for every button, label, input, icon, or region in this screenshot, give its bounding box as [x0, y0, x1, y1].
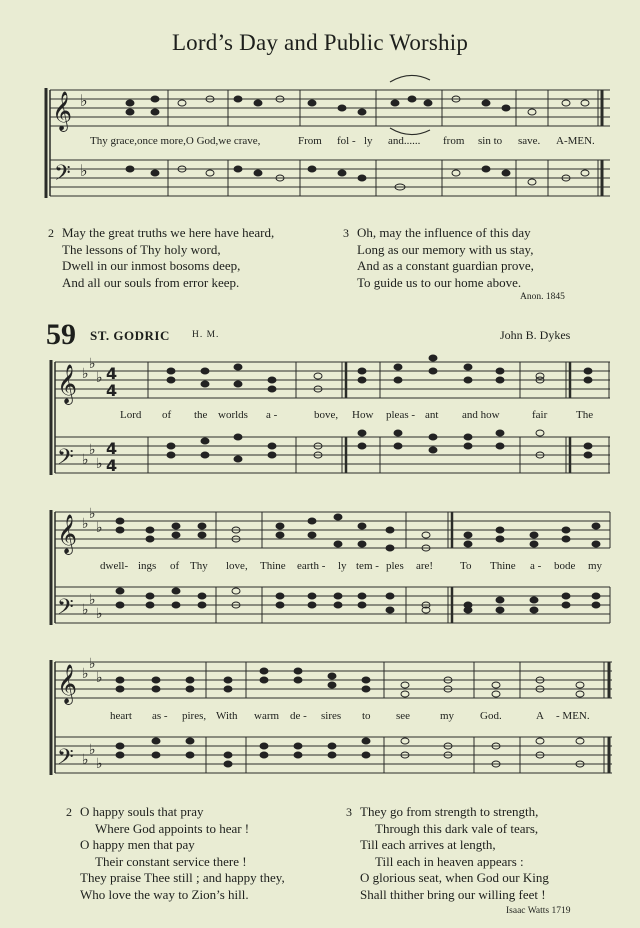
- lyric: a -: [530, 560, 542, 572]
- prev-lyric-9: A-MEN.: [556, 135, 595, 147]
- prev-lyric-7: sin to: [478, 135, 503, 147]
- lyric: ings: [138, 560, 157, 572]
- lyric: How: [352, 409, 374, 421]
- svg-text:𝄞: 𝄞: [57, 664, 78, 704]
- lyric: to: [362, 710, 371, 722]
- svg-text:4: 4: [106, 364, 118, 383]
- lyric: fair: [532, 409, 548, 421]
- svg-text:♭: ♭: [89, 442, 96, 458]
- prev-lyric-3: fol -: [337, 135, 356, 147]
- lyric: With: [216, 710, 238, 722]
- lyric: To: [460, 560, 472, 572]
- lyric: ly: [338, 560, 347, 572]
- lyric: and how: [462, 409, 500, 421]
- lyric: - MEN.: [556, 710, 590, 722]
- prev-lyric-4: ly: [364, 135, 373, 147]
- lyric: ples: [386, 560, 404, 572]
- svg-text:𝄢: 𝄢: [57, 595, 74, 625]
- verse-line: Oh, may the influence of this day: [357, 225, 531, 240]
- lyric: heart: [110, 710, 132, 722]
- svg-text:𝄢: 𝄢: [57, 445, 74, 475]
- svg-text:♭: ♭: [82, 666, 89, 682]
- lyric: see: [396, 710, 411, 722]
- lyric: as -: [152, 710, 168, 722]
- composer: John B. Dykes: [500, 328, 571, 342]
- page-title: Lord’s Day and Public Worship: [171, 30, 469, 55]
- verse-line: Shall thither bring our willing feet !: [360, 886, 546, 902]
- lyric: my: [588, 560, 603, 572]
- svg-text:♭: ♭: [82, 752, 89, 768]
- lyric: of: [170, 560, 180, 572]
- lyric: The: [576, 409, 594, 421]
- verse-line: Their constant service there !: [95, 853, 247, 869]
- prev-lyric-6: from: [443, 135, 465, 147]
- verse-line: O happy souls that pray: [80, 804, 204, 819]
- svg-text:♭: ♭: [89, 656, 96, 672]
- verse-line: And as a constant guardian prove,: [357, 258, 534, 273]
- svg-text:♭: ♭: [96, 370, 103, 386]
- hymn-number: 59: [46, 318, 76, 351]
- lyric: dwell-: [100, 560, 129, 572]
- svg-text:♭: ♭: [82, 602, 89, 618]
- svg-text:♭: ♭: [89, 506, 96, 522]
- lyric: sires: [321, 710, 342, 722]
- svg-text:𝄢: 𝄢: [57, 745, 74, 775]
- svg-text:♭: ♭: [96, 520, 103, 536]
- svg-text:4: 4: [106, 439, 118, 458]
- svg-text:♭: ♭: [96, 756, 103, 772]
- lyric: earth -: [297, 560, 326, 572]
- lyric: bode: [554, 560, 576, 572]
- svg-text:♭: ♭: [96, 670, 103, 686]
- svg-text:4: 4: [106, 381, 118, 400]
- lyric: God.: [480, 710, 502, 722]
- verse-line: They go from strength to strength,: [360, 804, 539, 819]
- lyric: Thine: [490, 560, 516, 572]
- attribution: Isaac Watts 1719: [506, 906, 571, 916]
- svg-text:𝄢: 𝄢: [54, 161, 71, 191]
- lyric: love,: [226, 560, 248, 572]
- svg-text:♭: ♭: [96, 456, 103, 472]
- lyric: of: [162, 409, 172, 421]
- lyric: bove,: [314, 409, 339, 421]
- svg-text:♭: ♭: [82, 452, 89, 468]
- verse-line: Long as our memory with us stay,: [357, 241, 534, 257]
- verse-line: Where God appoints to hear !: [95, 820, 250, 836]
- svg-text:𝄞: 𝄞: [57, 514, 78, 554]
- verse-line: The lessons of Thy holy word,: [62, 241, 221, 257]
- verse-number: 2: [66, 805, 72, 819]
- lyric: pleas -: [386, 409, 416, 421]
- svg-text:♭: ♭: [96, 606, 103, 622]
- prev-lyric-8: save.: [518, 135, 541, 147]
- prev-lyric-1: Thy grace,once more,O God,we crave,: [90, 135, 261, 147]
- svg-text:𝄞: 𝄞: [52, 91, 73, 131]
- meter: H. M.: [192, 330, 220, 340]
- verse-line: Dwell in our inmost bosoms deep,: [62, 258, 241, 273]
- prev-attribution: Anon. 1845: [520, 292, 565, 302]
- tune-name: ST. GODRIC: [90, 328, 170, 343]
- lyric: warm: [254, 710, 280, 722]
- svg-text:♭: ♭: [80, 93, 88, 110]
- verse-line: And all our souls from error keep.: [62, 274, 240, 290]
- svg-text:♭: ♭: [82, 516, 89, 532]
- prev-lyric-2: From: [298, 135, 322, 147]
- svg-text:𝄞: 𝄞: [57, 364, 78, 404]
- prev-lyric-5: and......: [388, 135, 421, 147]
- svg-text:♭: ♭: [82, 366, 89, 382]
- lyric: pires,: [182, 710, 207, 722]
- verse-line: May the great truths we here have heard,: [62, 225, 275, 240]
- svg-text:♭: ♭: [89, 356, 96, 372]
- lyric: de -: [290, 710, 307, 722]
- lyric: the: [194, 409, 208, 421]
- verse-number: 3: [343, 226, 349, 240]
- verse-line: Through this dark vale of tears,: [375, 820, 539, 836]
- svg-text:♭: ♭: [80, 163, 88, 180]
- verse-line: To guide us to our home above.: [357, 274, 522, 290]
- verse-number: 3: [346, 805, 352, 819]
- verse-line: O glorious seat, when God our King: [360, 870, 549, 885]
- verse-line: Till each arrives at length,: [360, 837, 496, 852]
- verse-line: They praise Thee still ; and happy they,: [80, 870, 285, 885]
- verse-line: Who love the way to Zion’s hill.: [80, 886, 249, 902]
- lyric: worlds: [218, 409, 248, 421]
- lyric: Thy: [190, 560, 208, 572]
- lyric: Lord: [120, 409, 142, 421]
- verse-3: [346, 804, 549, 903]
- lyric: tem -: [356, 560, 379, 572]
- lyric: a -: [266, 409, 278, 421]
- verse-line: O happy men that pay: [80, 837, 195, 852]
- svg-text:♭: ♭: [89, 592, 96, 608]
- verse-number: 2: [48, 226, 54, 240]
- lyric: are!: [416, 560, 434, 572]
- svg-text:♭: ♭: [89, 742, 96, 758]
- lyric: ant: [425, 409, 439, 421]
- verse-line: Till each in heaven appears :: [375, 853, 524, 869]
- lyric: my: [440, 710, 455, 722]
- verse-2: [66, 804, 285, 903]
- lyric: Thine: [260, 560, 286, 572]
- svg-text:4: 4: [106, 456, 118, 475]
- lyric: A: [536, 710, 544, 722]
